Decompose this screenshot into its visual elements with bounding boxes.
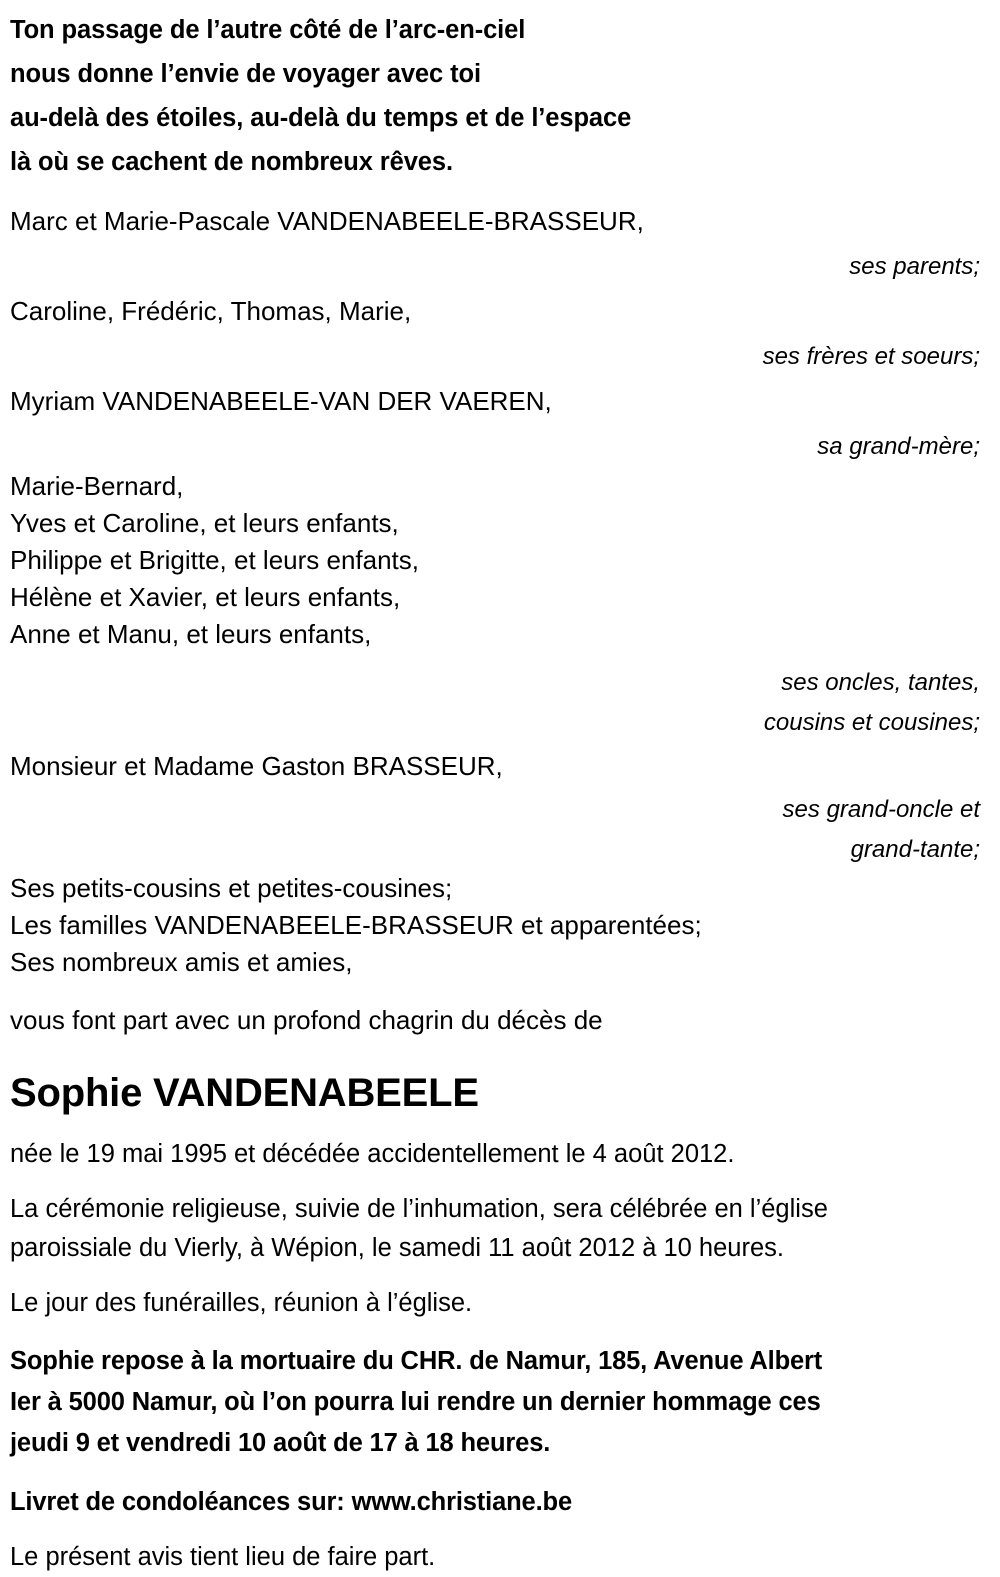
- family-others-line-3: Ses nombreux amis et amies,: [10, 947, 353, 977]
- poem-line-3: au-delà des étoiles, au-delà du temps et de l’espace: [10, 104, 632, 132]
- family-entry-uncles-aunts: [10, 468, 990, 743]
- spacer: [10, 653, 990, 663]
- relation-label-great-uncle-line-1: ses grand-oncle et: [782, 796, 980, 823]
- detail-mortuary: [10, 1341, 990, 1464]
- family-name-uncle-1: Marie-Bernard,: [10, 471, 184, 501]
- detail-condolences-book: [10, 1482, 990, 1522]
- condolences-text[interactable]: Livret de condoléances sur: www.christiane.be: [10, 1488, 572, 1516]
- family-name-uncle-2: Yves et Caroline, et leurs enfants,: [10, 508, 399, 538]
- detail-ceremony: [10, 1190, 990, 1268]
- relation-label-grandmother: sa grand-mère;: [817, 433, 980, 460]
- family-name-parents: Marc et Marie-Pascale VANDENABEELE-BRASSEUR,: [10, 206, 644, 236]
- detail-mortuary-line-1: Sophie repose à la mortuaire du CHR. de Namur, 185, Avenue Albert: [10, 1347, 823, 1375]
- detail-ceremony-line-1: La cérémonie religieuse, suivie de l’inhumation, sera célébrée en l’église: [10, 1195, 828, 1223]
- detail-gathering: Le jour des funérailles, réunion à l’église.: [10, 1289, 473, 1317]
- detail-mortuary-line-3: jeudi 9 et vendredi 10 août de 17 à 18 heures.: [10, 1429, 551, 1457]
- family-entry-siblings: [10, 288, 990, 378]
- family-name-uncle-4: Hélène et Xavier, et leurs enfants,: [10, 582, 401, 612]
- family-name-siblings: Caroline, Frédéric, Thomas, Marie,: [10, 296, 412, 326]
- detail-ceremony-line-2: paroissiale du Vierly, à Wépion, le samedi 11 août 2012 à 10 heures.: [10, 1234, 784, 1262]
- detail-notice: Le présent avis tient lieu de faire part.: [10, 1543, 436, 1571]
- poem-line-4: là où se cachent de nombreux rêves.: [10, 148, 453, 176]
- family-name-uncle-3: Philippe et Brigitte, et leurs enfants,: [10, 545, 420, 575]
- announcement-intro: vous font part avec un profond chagrin du décès de: [10, 1005, 603, 1035]
- family-entry-great-uncle-aunt: [10, 743, 990, 870]
- family-name-great-uncle-aunt: Monsieur et Madame Gaston BRASSEUR,: [10, 751, 503, 781]
- family-entry-parents: [10, 198, 990, 288]
- family-list: [10, 198, 990, 981]
- relation-label-uncles-line-2: cousins et cousines;: [763, 709, 980, 736]
- relation-label-great-uncle-line-2: grand-tante;: [850, 836, 980, 863]
- relation-label-siblings: ses frères et soeurs;: [762, 343, 980, 370]
- poem-line-1: Ton passage de l’autre côté de l’arc-en-ciel: [10, 16, 526, 44]
- poem-line-2: nous donne l’envie de voyager avec toi: [10, 60, 481, 88]
- detail-dates: née le 19 mai 1995 et décédée accidentellement le 4 août 2012.: [10, 1140, 735, 1168]
- epigraph-poem: [10, 8, 990, 184]
- family-others-line-1: Ses petits-cousins et petites-cousines;: [10, 873, 453, 903]
- relation-label-parents: ses parents;: [849, 253, 980, 280]
- family-entry-others: [10, 870, 990, 981]
- deceased-name: Sophie VANDENABEELE: [10, 1071, 479, 1115]
- family-others-line-2: Les familles VANDENABEELE-BRASSEUR et apparentées;: [10, 910, 702, 940]
- family-name-uncle-5: Anne et Manu, et leurs enfants,: [10, 619, 372, 649]
- family-entry-grandmother: [10, 378, 990, 468]
- detail-mortuary-line-2: Ier à 5000 Namur, où l’on pourra lui rendre un dernier hommage ces: [10, 1388, 821, 1416]
- relation-label-uncles-line-1: ses oncles, tantes,: [781, 669, 980, 696]
- family-name-grandmother: Myriam VANDENABEELE-VAN DER VAEREN,: [10, 386, 552, 416]
